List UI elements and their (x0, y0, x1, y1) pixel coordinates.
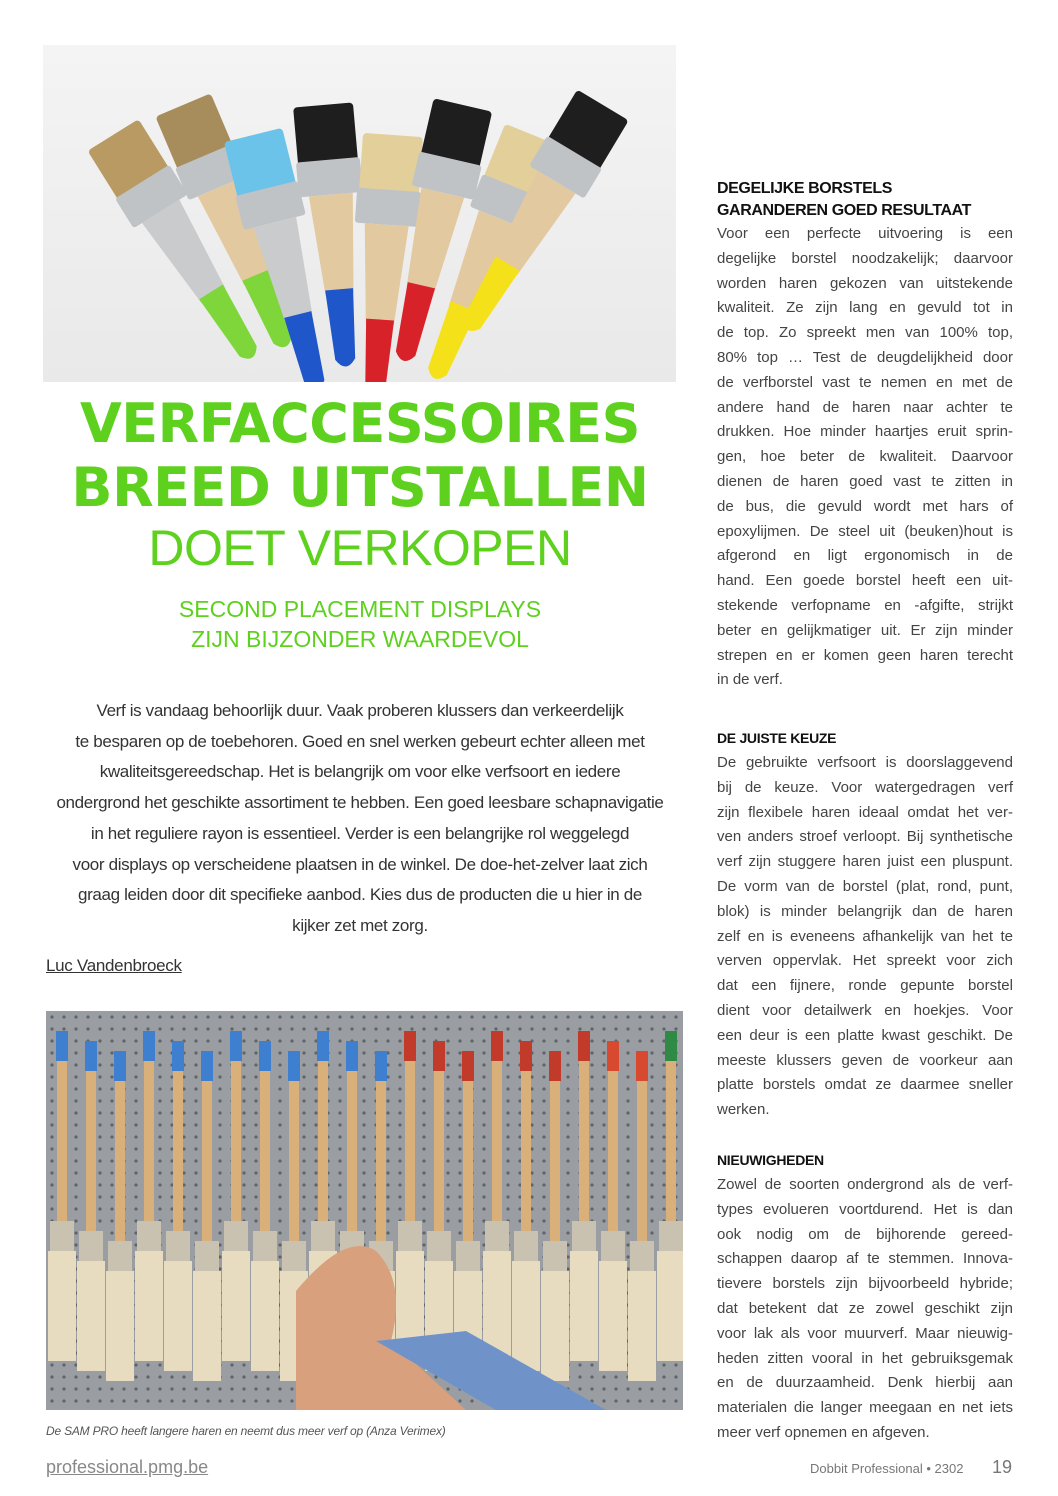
store-brushes-illustration (46, 1011, 683, 1410)
author-link[interactable]: Luc Vandenbroeck (46, 956, 182, 975)
photo-caption: De SAM PRO heeft langere haren en neemt dus meer verf op (Anza Verimex) (46, 1424, 446, 1438)
title-line-2: BREED UITSTALLEN (71, 456, 649, 519)
text-line: te besparen op de toebehoren. Goed en snel werken gebeurt echter alleen met (75, 731, 645, 751)
heading-line: GARANDEREN GOED RESULTAAT (717, 202, 972, 219)
text-line: zelf en is eveneens afhankelijk van het te (717, 927, 1013, 945)
text-line: de top. Zo spreekt men van 100% top, (717, 324, 1013, 342)
text-line: ook nodig om de bijhorende gereed- (717, 1225, 1013, 1243)
text-line: stekende verfopname en -afgifte, strijkt (717, 596, 1013, 614)
text-line: hand. Een goede borstel heeft een uit- (717, 572, 1013, 590)
text-line: werken. (717, 1101, 770, 1119)
text-line: de verfborstel vast te nemen en met de (717, 373, 1013, 391)
text-line: ven anders stroef verloopt. Bij synthetische (717, 828, 1013, 846)
title-line-1: VERFACCESSOIRES (79, 392, 641, 455)
text-line: dient voor detailwerk en hoekjes. Voor (717, 1001, 1013, 1019)
text-line: verf zijn stuggere haren juist een pluspunt. (717, 853, 1013, 871)
text-line: platte borstels omdat ze daarmee sneller (717, 1076, 1013, 1094)
text-line: in de verf. (717, 671, 783, 689)
title-line-3: DOET VERKOPEN (148, 520, 572, 576)
text-line: degelijke borstel noodzakelijk; daarvoor (717, 249, 1013, 267)
text-line: dat betekent dat ze zowel geschikt zijn (717, 1299, 1013, 1317)
text-line: tievere borstels zijn bijvoorbeeld hybride; (717, 1275, 1013, 1293)
text-line: bij de keuze. Voor watergedragen verf (717, 778, 1013, 796)
text-line: voor displays op verscheidene plaatsen in de winkel. De doe-het-zelver laat zich (72, 854, 648, 874)
text-line: kwaliteitsgereedschap. Het is belangrijk om voor elke verfsoort en iedere (99, 762, 621, 782)
text-line: strepen en er komen geen haren terecht (717, 646, 1013, 664)
section-juiste-keuze (717, 728, 1013, 1123)
article-title (40, 392, 680, 576)
text-line: dat een fijnere, ronde gepunte borstel (717, 977, 1013, 995)
text-line: een deur is een platte kwast geschikt. De (717, 1026, 1013, 1044)
text-line: Voor een perfecte uitvoering is een (717, 225, 1013, 242)
text-line: kwaliteit. Ze zijn lang en gevuld tot in (717, 299, 1013, 317)
text-line: beter en gelijkmatiger uit. Er zijn minder (717, 621, 1013, 639)
text-line: ondergrond het geschikte assortiment te hebben. Een goed leesbare schapnavigatie (56, 793, 664, 813)
text-line: kijker zet met zorg. (292, 915, 428, 935)
text-line: types evolueren voortdurend. Het is dan (717, 1200, 1013, 1218)
footer-magazine-issue: Dobbit Professional • 2302 (810, 1461, 964, 1476)
text-line: meer verf opnemen en afgeven. (717, 1423, 930, 1441)
subtitle-line-2: ZIJN BIJZONDER WAARDEVOL (191, 626, 529, 652)
text-line: schappen daarop af te stemmen. Innova- (717, 1250, 1013, 1268)
intro-paragraph (44, 696, 676, 942)
section-degelijke-borstels (717, 178, 1013, 693)
text-line: de bus, die gevuld wordt met hars of (717, 497, 1013, 515)
article-subtitle (40, 594, 680, 654)
section-body (717, 1173, 1013, 1446)
text-line: Zowel de soorten ondergrond als de verf- (717, 1176, 1013, 1193)
section-heading (717, 178, 1013, 222)
text-line: Verf is vandaag behoorlijk duur. Vaak proberen klussers dan verkeerdelijk (96, 701, 624, 720)
section-nieuwigheden (717, 1150, 1013, 1446)
text-line: materialen die langer meegaan en net iets (717, 1399, 1013, 1417)
text-line: De vorm van de borstel (plat, rond, punt, (717, 877, 1013, 895)
paint-brushes-photo (43, 45, 676, 382)
section-heading: DE JUISTE KEUZE (717, 730, 837, 746)
footer-website-link[interactable]: professional.pmg.be (46, 1457, 209, 1477)
text-line: blok) is minder belangrijk dan de haren (717, 902, 1013, 920)
text-line: voor lak als voor muurverf. Maar nieuwig- (717, 1324, 1013, 1342)
text-line: andere hand de haren naar achter te (717, 398, 1013, 416)
text-line: in het reguliere rayon is essentieel. Verder is een belangrijke rol weggelegd (90, 823, 630, 843)
text-line: graag leiden door dit specifieke aanbod. Kies dus de producten die u hier in de (78, 885, 642, 905)
section-heading: NIEUWIGHEDEN (717, 1152, 824, 1168)
text-line: 80% top … Test de deugdelijkheid door (717, 348, 1013, 366)
text-line: en de duurzaamheid. Denk hierbij aan (717, 1374, 1013, 1392)
text-line: worden haren gekozen van uitstekende (717, 274, 1013, 292)
text-line: zijn flexibele haren ideaal omdat het ver- (717, 803, 1013, 821)
text-line: gen, hoe beter de kwaliteit. Daarvoor (717, 448, 1013, 466)
store-display-photo (46, 1011, 683, 1410)
text-line: verven oppervlak. Het spreekt voor zich (717, 952, 1013, 970)
text-line: epoxylijmen. De steel uit (beuken)hout is (717, 522, 1013, 540)
text-line: heden zitten vooral in het gebruiksgemak (717, 1349, 1013, 1367)
text-line: meeste klussers geven de voorkeur aan (717, 1051, 1013, 1069)
heading-line: DEGELIJKE BORSTELS (717, 180, 893, 197)
section-body (717, 751, 1013, 1123)
section-body (717, 222, 1013, 693)
subtitle-line-1: SECOND PLACEMENT DISPLAYS (178, 596, 542, 622)
text-line: dienen de haren goed vast te zitten in (717, 472, 1013, 490)
page-number: 19 (992, 1457, 1013, 1477)
text-line: afgerond en ligt ergonomisch in de (717, 547, 1013, 565)
text-line: drukken. Hoe minder haartjes eruit sprin- (717, 423, 1013, 441)
brushes-illustration (43, 45, 676, 382)
text-line: De gebruikte verfsoort is doorslaggevend (717, 754, 1013, 771)
